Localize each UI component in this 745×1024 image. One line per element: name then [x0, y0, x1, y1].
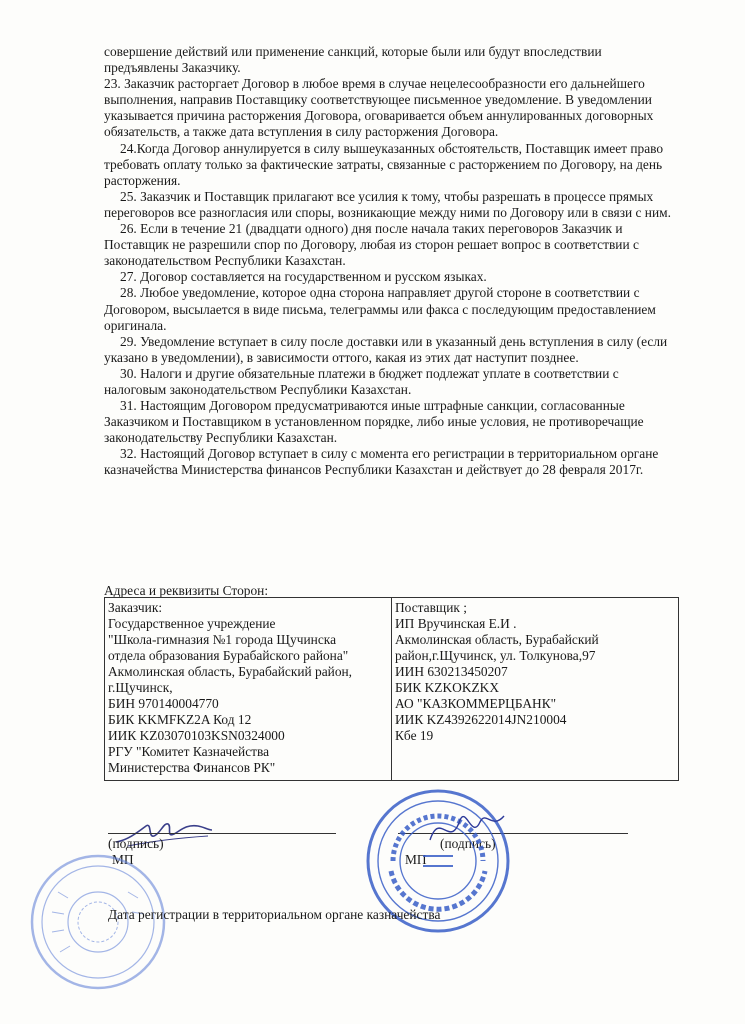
registration-date-line: Дата регистрации в территориальном органе казначейства — [108, 907, 441, 922]
customer-line: отдела образования Бурабайского района" — [108, 648, 349, 663]
paragraph-24: 24.Когда Договор аннулируется в силу вышеуказанных обстоятельств, Поставщик имеет право требовать оплату только за фактические затраты, связанные с расторжением по Договору, на день расторжения. — [104, 140, 664, 188]
supplier-line: ИП Вручинская Е.И . — [395, 616, 517, 631]
addresses-title: Адреса и реквизиты Сторон: — [104, 583, 269, 598]
signature-label-left: (подпись) — [108, 836, 164, 851]
mp-label-left: МП — [112, 852, 134, 867]
supplier-line: Поставщик ; — [395, 600, 467, 615]
paragraph-27: 27. Договор составляется на государственном и русском языках. — [120, 269, 487, 285]
requisites-table — [104, 597, 679, 781]
paragraph-25: 25. Заказчик и Поставщик прилагают все усилия к тому, чтобы разрешать в процессе прямых переговоров все разногласия или споры, возникающие между ними по Договору или в связи с ним. — [104, 188, 671, 220]
supplier-line: ИИН 630213450207 — [395, 664, 508, 679]
paragraph-28: 28. Любое уведомление, которое одна сторона направляет другой стороне в соответствии с Договором, высылается в виде письма, телеграммы или факса с последующим предоставлением оригинала. — [104, 285, 656, 333]
customer-line: Государственное учреждение — [108, 616, 276, 631]
supplier-line: район,г.Щучинск, ул. Толкунова,97 — [395, 648, 596, 663]
signature-label-right: (подпись) — [440, 836, 496, 851]
supplier-line: Акмолинская область, Бурабайский — [395, 632, 599, 647]
handwritten-signature-right — [420, 800, 510, 860]
customer-line: БИН 970140004770 — [108, 696, 219, 711]
customer-line: БИК KKMFKZ2A Код 12 — [108, 712, 252, 727]
mp-label-right: МП — [405, 852, 427, 867]
contract-text — [104, 44, 679, 479]
customer-line: Министерства Финансов РК" — [108, 760, 276, 775]
paragraph-32: 32. Настоящий Договор вступает в силу с момента его регистрации в территориальном органе казначейства Министерства финансов Республики Казахстан и действует до 28 февраля 2017г. — [104, 446, 659, 478]
customer-line: Заказчик: — [108, 600, 163, 615]
customer-cell — [105, 598, 392, 781]
paragraph-31: 31. Настоящим Договором предусматриваются иные штрафные санкции, согласованные Заказчиком и Поставщиком в установленном порядке, либо иные условия, не противоречащие законодательству Республики Казахстан. — [104, 398, 644, 446]
paragraph-26: 26. Если в течение 21 (двадцати одного) дня после начала таких переговоров Заказчик и Поставщик не разрешили спор по Договору, любая из сторон решает вопрос в соответствии с законодательством Республики Казахстан. — [104, 221, 639, 269]
paragraph-30: 30. Налоги и другие обязательные платежи в бюджет подлежат уплате в соответствии с налоговым законодательством Республики Казахстан. — [104, 365, 619, 397]
customer-line: г.Щучинск, — [108, 680, 173, 695]
paragraph-continuation: совершение действий или применение санкций, которые были или будут впоследствии предъявлены Заказчику. — [104, 44, 602, 76]
supplier-line: БИК KZKOKZKX — [395, 680, 500, 695]
supplier-cell — [392, 598, 679, 781]
supplier-line: АО "КАЗКОММЕРЦБАНК" — [395, 696, 557, 711]
customer-line: Акмолинская область, Бурабайский район, — [108, 664, 353, 679]
supplier-line: Кбе 19 — [395, 728, 434, 743]
paragraph-23: 23. Заказчик расторгает Договор в любое время в случае нецелесообразности его дальнейшего выполнения, направив Поставщику соответствующее письменное уведомление. В уведомлении указывается причина расторжения Договора, оговаривается объем аннулированных договорных обязательств, а также дата вступления в силу расторжения Договора. — [104, 76, 654, 140]
signature-line-left — [108, 833, 336, 834]
customer-line: ИИК KZ03070103KSN0324000 — [108, 728, 285, 743]
customer-line: "Школа-гимназия №1 города Щучинска — [108, 632, 337, 647]
paragraph-29: 29. Уведомление вступает в силу после доставки или в указанный день вступления в силу (если указано в уведомлении), в зависимости оттого, какая из этих дат наступит позднее. — [104, 333, 668, 365]
customer-line: РГУ "Комитет Казначейства — [108, 744, 270, 759]
supplier-line: ИИК KZ4392622014JN210004 — [395, 712, 567, 727]
